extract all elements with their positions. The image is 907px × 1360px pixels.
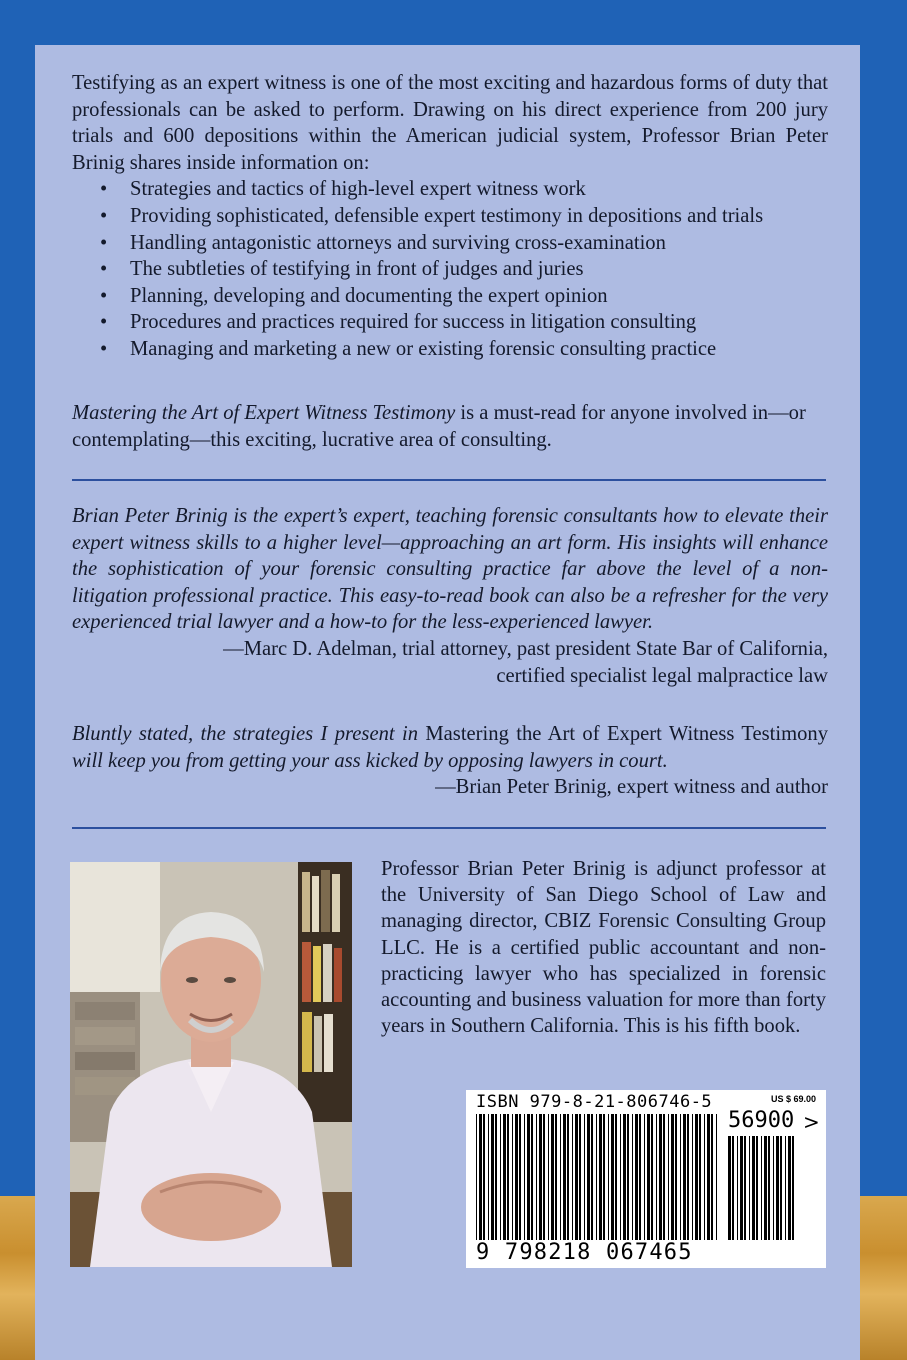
barcode-bar [716, 1114, 717, 1240]
barcode-bar [611, 1114, 614, 1240]
barcode-bar [780, 1136, 782, 1240]
barcode-bar [536, 1114, 537, 1240]
endorsement-quote [72, 503, 828, 689]
list-item: • Handling antagonistic attorneys and surviving cross-examination [72, 230, 828, 257]
barcode-bar [572, 1114, 573, 1240]
author-quote: Bluntly stated, the strategies I present in Mastering the Art of Expert Witness Testimony will keep you from getting your ass kicked by opposing lawyers in court. —Brian Peter Brinig, expert witness and author [72, 721, 828, 801]
barcode-bar [687, 1114, 689, 1240]
barcode-bar [539, 1114, 542, 1240]
bullet-icon: • [100, 284, 108, 307]
barcode-bar [744, 1136, 746, 1240]
bio-text: Professor Brian Peter Brinig is adjunct professor at the University of San Diego School of Law and managing director, CBIZ Forensic Consulting Group LLC. He is a certified public accountant and non-practicing lawyer who has specialized in forensic accounting and business valuation for more than forty years in Southern California. This is his fifth book. [381, 858, 826, 1038]
barcode-bar [512, 1114, 513, 1240]
barcode-bar [620, 1114, 621, 1240]
barcode-bar [740, 1136, 743, 1240]
barcode-bar [683, 1114, 686, 1240]
author-photo [70, 862, 352, 1267]
book-title: Mastering the Art of Expert Witness Testimony [72, 402, 456, 424]
intro-section [72, 70, 828, 363]
divider [72, 827, 826, 829]
quote-attribution: —Brian Peter Brinig, expert witness and author [435, 776, 828, 799]
barcode-bar [785, 1136, 786, 1240]
barcode-bar [756, 1136, 758, 1240]
chevron-right-icon: > [803, 1110, 820, 1134]
barcode-bar [563, 1114, 566, 1240]
barcode-bar [584, 1114, 585, 1240]
barcode-bar [608, 1114, 609, 1240]
list-item: • Procedures and practices required for success in litigation consulting [72, 309, 828, 336]
barcode-bar [560, 1114, 561, 1240]
barcode-bar [543, 1114, 545, 1240]
barcode-bar [639, 1114, 641, 1240]
barcode-bar [495, 1114, 497, 1240]
barcode-bar [500, 1114, 501, 1240]
barcode-digits: 9 798218 067465 [476, 1240, 693, 1265]
book-title: Mastering the Art of Expert Witness Testimony [425, 723, 828, 745]
barcode-bar [692, 1114, 693, 1240]
barcode-bar [507, 1114, 509, 1240]
bullet-icon: • [100, 204, 108, 227]
intro-paragraph: Testifying as an expert witness is one of the most exciting and hazardous forms of duty that professionals can be asked to perform. Drawing on his direct experience from 200 jury trials and 600 depositions within the American judicial system, Professor Brian Peter Brinig shares inside information on: [72, 72, 828, 174]
barcode-bar [695, 1114, 698, 1240]
barcode-bar [788, 1136, 791, 1240]
price-code: 56900 [728, 1108, 795, 1133]
barcode-bar [587, 1114, 590, 1240]
barcode-bar [519, 1114, 521, 1240]
barcode-bar [671, 1114, 674, 1240]
addon-barcode-bars [728, 1136, 798, 1240]
barcode-bar [699, 1114, 701, 1240]
barcode-bar [737, 1136, 738, 1240]
barcode-bar [591, 1114, 593, 1240]
barcode-bar [548, 1114, 549, 1240]
quote-attribution-credential: certified specialist legal malpractice law [496, 664, 828, 687]
barcode-bar [579, 1114, 581, 1240]
bullet-icon: • [100, 337, 108, 360]
barcode-bar [567, 1114, 569, 1240]
barcode-bar [503, 1114, 506, 1240]
must-read-paragraph: Mastering the Art of Expert Witness Testimony is a must-read for anyone involved in—or contemplating—this exciting, lucrative area of consulting. [72, 402, 806, 451]
barcode-bar [615, 1114, 617, 1240]
barcode-bar [749, 1136, 750, 1240]
price-label: US $ 69.00 [770, 1094, 816, 1104]
barcode-bar [663, 1114, 665, 1240]
barcode-bar [768, 1136, 770, 1240]
barcode-bar [524, 1114, 525, 1240]
barcode-bar [555, 1114, 557, 1240]
barcode-bar [675, 1114, 677, 1240]
barcode-bar [704, 1114, 705, 1240]
barcode-bar [773, 1136, 774, 1240]
barcode-bar [668, 1114, 669, 1240]
barcode-bar [776, 1136, 779, 1240]
barcode-bar [728, 1136, 731, 1240]
barcode-bar [483, 1114, 485, 1240]
author-bio [381, 856, 826, 1039]
barcode-bar [635, 1114, 638, 1240]
barcode-bar [603, 1114, 605, 1240]
bullet-list [72, 176, 828, 362]
list-item: • Planning, developing and documenting the expert opinion [72, 283, 828, 310]
list-item: • Providing sophisticated, defensible expert testimony in depositions and trials [72, 203, 828, 230]
barcode-bar [627, 1114, 629, 1240]
barcode-bar [792, 1136, 794, 1240]
barcode-bar [527, 1114, 530, 1240]
barcode-bar [488, 1114, 489, 1240]
list-item: • Managing and marketing a new or existing forensic consulting practice [72, 336, 828, 363]
divider [72, 479, 826, 481]
list-item: • The subtleties of testifying in front of judges and juries [72, 256, 828, 283]
barcode-bar [647, 1114, 650, 1240]
barcode-bar [575, 1114, 578, 1240]
barcode-bar [479, 1114, 482, 1240]
barcode-bar [531, 1114, 533, 1240]
quote-text: Brian Peter Brinig is the expert’s expert, teaching forensic consultants how to elevate their expert witness skills to a higher level—approaching an art form. His insights will enhance the sophistication of your forensic consulting practice far above the level of a non-litigation professional practice. This easy-to-read book can also be a refresher for the very experienced trial lawyer and a how-to for the less-experienced lawyer. [72, 505, 828, 634]
barcode-bar [764, 1136, 767, 1240]
barcode-bar [659, 1114, 662, 1240]
barcode-bar [644, 1114, 645, 1240]
barcode-bar [732, 1136, 734, 1240]
list-item: • Strategies and tactics of high-level expert witness work [72, 176, 828, 203]
barcode-bar [651, 1114, 653, 1240]
barcode-bar [596, 1114, 597, 1240]
barcode-bar [656, 1114, 657, 1240]
barcode-bar [632, 1114, 633, 1240]
barcode-bar [761, 1136, 762, 1240]
bullet-icon: • [100, 178, 108, 201]
quote-attribution: —Marc D. Adelman, trial attorney, past president State Bar of California, [223, 637, 828, 660]
barcode-bar [707, 1114, 710, 1240]
barcode-bar [680, 1114, 681, 1240]
bullet-icon: • [100, 231, 108, 254]
barcode-bar [599, 1114, 602, 1240]
barcode-bar [551, 1114, 554, 1240]
barcode-bar [515, 1114, 518, 1240]
barcode-bar [476, 1114, 477, 1240]
bullet-icon: • [100, 258, 108, 281]
barcode-bar [752, 1136, 755, 1240]
barcode-bar [711, 1114, 713, 1240]
isbn-label: ISBN 979-8-21-806746-5 [476, 1092, 713, 1112]
barcode-bar [623, 1114, 626, 1240]
bullet-icon: • [100, 311, 108, 334]
isbn-barcode [466, 1090, 826, 1268]
barcode-bars [476, 1114, 721, 1240]
barcode-bar [491, 1114, 494, 1240]
